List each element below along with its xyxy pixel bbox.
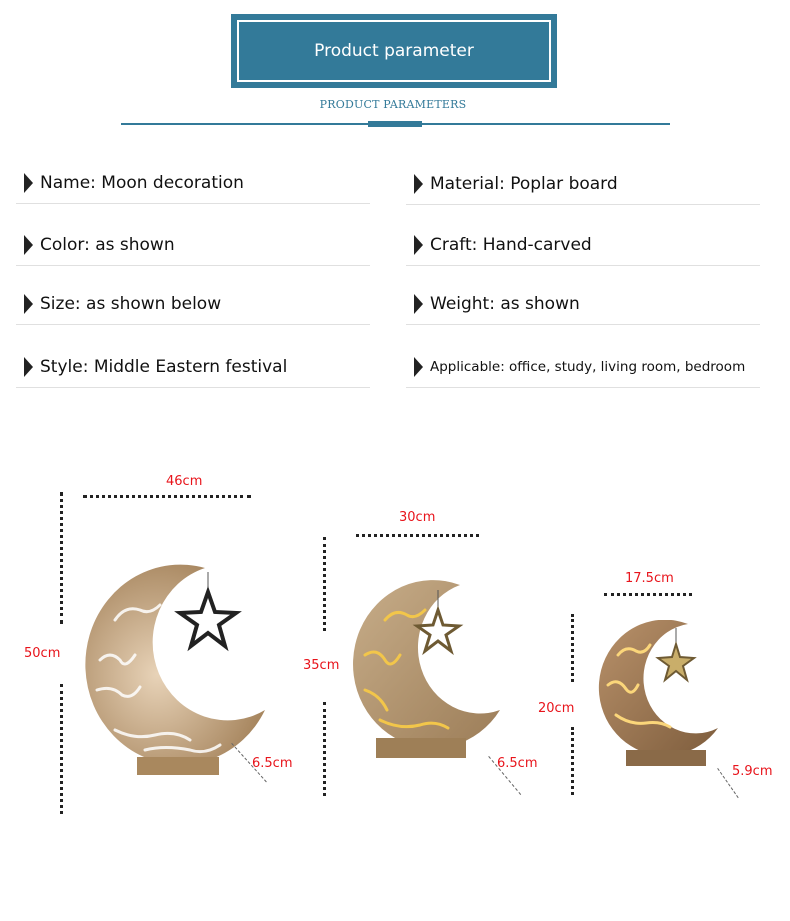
param-size (8, 285, 370, 325)
depth-label: 6.5cm (497, 756, 538, 771)
width-label: 17.5cm (625, 571, 674, 586)
height-label: 50cm (24, 646, 61, 661)
triangle-right-icon (414, 235, 423, 255)
height-label: 20cm (538, 701, 575, 716)
moon-lamp-image (588, 620, 728, 780)
row-divider (16, 387, 370, 388)
depth-label: 5.9cm (732, 764, 773, 779)
row-divider (406, 324, 760, 325)
triangle-right-icon (24, 235, 33, 255)
row-divider (16, 203, 370, 204)
row-divider (406, 265, 760, 266)
param-label: Weight: as shown (430, 294, 580, 314)
width-label: 46cm (166, 474, 203, 489)
width-label: 30cm (399, 510, 436, 525)
param-label: Style: Middle Eastern festival (40, 357, 288, 377)
height-label: 35cm (303, 658, 340, 673)
page-title: Product parameter (314, 41, 474, 61)
height-dimension-line (323, 537, 326, 631)
param-style (8, 348, 370, 388)
moon-lamp-image (340, 580, 510, 770)
depth-label: 6.5cm (252, 756, 293, 771)
triangle-right-icon (24, 173, 33, 193)
moon-lamp-image (75, 560, 275, 785)
param-label: Name: Moon decoration (40, 173, 244, 193)
height-dimension-line (60, 684, 63, 814)
header-banner (231, 14, 557, 88)
section-subtitle: PRODUCT PARAMETERS (319, 98, 467, 111)
param-label: Size: as shown below (40, 294, 222, 314)
param-craft (398, 226, 760, 266)
width-dimension-line (604, 593, 692, 596)
height-dimension-line (323, 702, 326, 796)
width-dimension-line (356, 534, 479, 537)
param-color (8, 226, 370, 266)
header-banner-frame (237, 20, 551, 82)
row-divider (406, 204, 760, 205)
row-divider (16, 324, 370, 325)
param-label: Applicable: office, study, living room, bedroom (430, 359, 746, 375)
triangle-right-icon (414, 174, 423, 194)
param-label: Color: as shown (40, 235, 175, 255)
height-dimension-line (571, 614, 574, 682)
height-dimension-line (60, 492, 63, 624)
param-applicable (398, 348, 760, 388)
param-name (8, 164, 370, 204)
param-material (398, 165, 760, 205)
param-label: Craft: Hand-carved (430, 235, 592, 255)
triangle-right-icon (24, 294, 33, 314)
param-label: Material: Poplar board (430, 174, 618, 194)
param-weight (398, 285, 760, 325)
triangle-right-icon (24, 357, 33, 377)
row-divider (406, 387, 760, 388)
triangle-right-icon (414, 294, 423, 314)
width-dimension-line (83, 495, 251, 498)
triangle-right-icon (414, 357, 423, 377)
divider-accent (368, 121, 422, 127)
row-divider (16, 265, 370, 266)
height-dimension-line (571, 727, 574, 795)
